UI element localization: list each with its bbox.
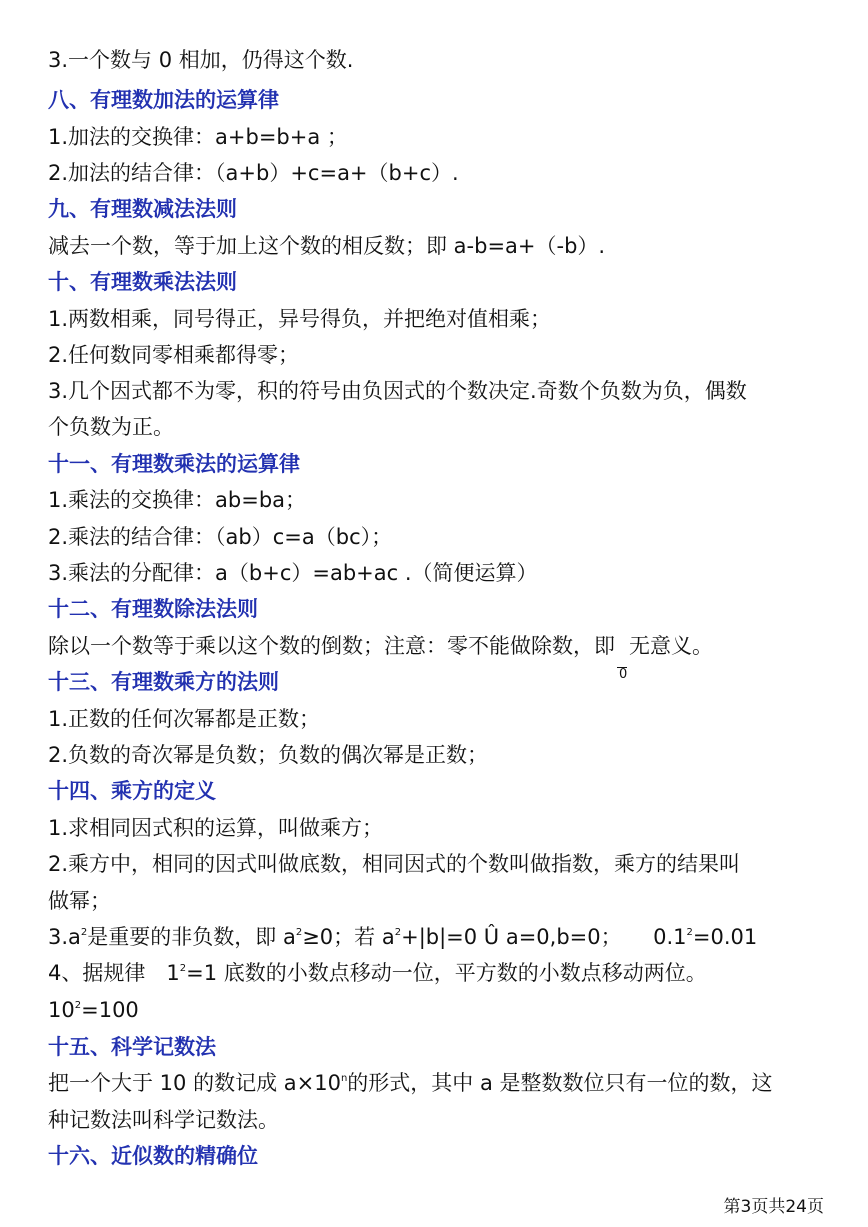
line-17-tail: 无意义。 <box>629 634 713 658</box>
seg-i: =0.01 <box>692 925 758 949</box>
line-29 <box>48 1069 773 1097</box>
heading-12: 十二、有理数除法法则 <box>48 597 258 621</box>
heading-9: 九、有理数减法法则 <box>48 197 237 221</box>
seg-c: 是重要的非负数，即 a <box>87 925 296 949</box>
heading-10: 十、有理数乘法法则 <box>48 270 237 294</box>
line-13: 1.乘法的交换律：ab=ba； <box>48 488 307 512</box>
fraction-denominator: 0 <box>619 667 628 682</box>
exp-1: 2 <box>80 927 88 938</box>
line-26 <box>48 959 707 987</box>
line-30: 种记数法叫科学记数法。 <box>48 1108 279 1132</box>
line-22: 1.求相同因式积的运算，叫做乘方； <box>48 816 384 840</box>
line-3: 1.加法的交换律：a+b=b+a ； <box>48 125 348 149</box>
exp-2: 2 <box>295 927 303 938</box>
line-17-text: 除以一个数等于乘以这个数的倒数；注意：零不能做除数，即 <box>48 634 615 658</box>
seg-a: 3.a <box>48 925 81 949</box>
line-25 <box>48 923 757 951</box>
line-15: 3.乘法的分配律：a（b+c）=ab+ac .（简便运算） <box>48 561 538 585</box>
line-11: 个负数为正。 <box>48 415 174 439</box>
line-14: 2.乘法的结合律：（ab）c=a（bc）； <box>48 525 393 549</box>
line-24: 做幂； <box>48 889 111 913</box>
heading-16: 十六、近似数的精确位 <box>48 1144 258 1168</box>
seg-c: =100 <box>81 998 139 1022</box>
line-4: 2.加法的结合律：（a+b）+c=a+（b+c）. <box>48 161 459 185</box>
line-8: 1.两数相乘，同号得正，异号得负，并把绝对值相乘； <box>48 307 552 331</box>
exp-4: 2 <box>686 927 693 938</box>
exp-3: 2 <box>394 927 402 938</box>
seg-a: 把一个大于 10 的数记成 a×10 <box>48 1071 341 1095</box>
seg-c: 的形式，其中 a 是整数数位只有一位的数，这 <box>347 1071 773 1095</box>
exp: 2 <box>179 963 187 974</box>
line-6: 减去一个数，等于加上这个数的相反数；即 a-b=a+（-b）. <box>48 234 606 258</box>
heading-8: 八、有理数加法的运算律 <box>48 88 279 112</box>
line-10: 3.几个因式都不为零，积的符号由负因式的个数决定.奇数个负数为负，偶数 <box>48 379 747 403</box>
line-27 <box>48 996 139 1024</box>
exp: 2 <box>74 1000 82 1011</box>
heading-11: 十一、有理数乘法的运算律 <box>48 452 300 476</box>
heading-13: 十三、有理数乘方的法则 <box>48 670 279 694</box>
seg-e: ≥0；若 a <box>302 925 395 949</box>
line-1: 3.一个数与 0 相加，仍得这个数. <box>48 48 354 72</box>
seg-a: 10 <box>48 998 75 1022</box>
heading-14: 十四、乘方的定义 <box>48 779 216 803</box>
line-20: 2.负数的奇次幂是负数；负数的偶次幂是正数； <box>48 743 489 767</box>
seg-a: 4、据规律 1 <box>48 961 180 985</box>
heading-15: 十五、科学记数法 <box>48 1035 216 1059</box>
page-footer: 第3页共24页 <box>723 1197 824 1217</box>
seg-g: +|b|=0 Û a=0,b=0； 0.1 <box>401 925 687 949</box>
seg-c: =1 底数的小数点移动一位，平方数的小数点移动两位。 <box>186 961 707 985</box>
exp: n <box>340 1073 348 1084</box>
line-19: 1.正数的任何次幂都是正数； <box>48 707 321 731</box>
line-23: 2.乘方中，相同的因式叫做底数，相同因式的个数叫做指数，乘方的结果叫 <box>48 852 741 876</box>
line-9: 2.任何数同零相乘都得零； <box>48 343 300 367</box>
